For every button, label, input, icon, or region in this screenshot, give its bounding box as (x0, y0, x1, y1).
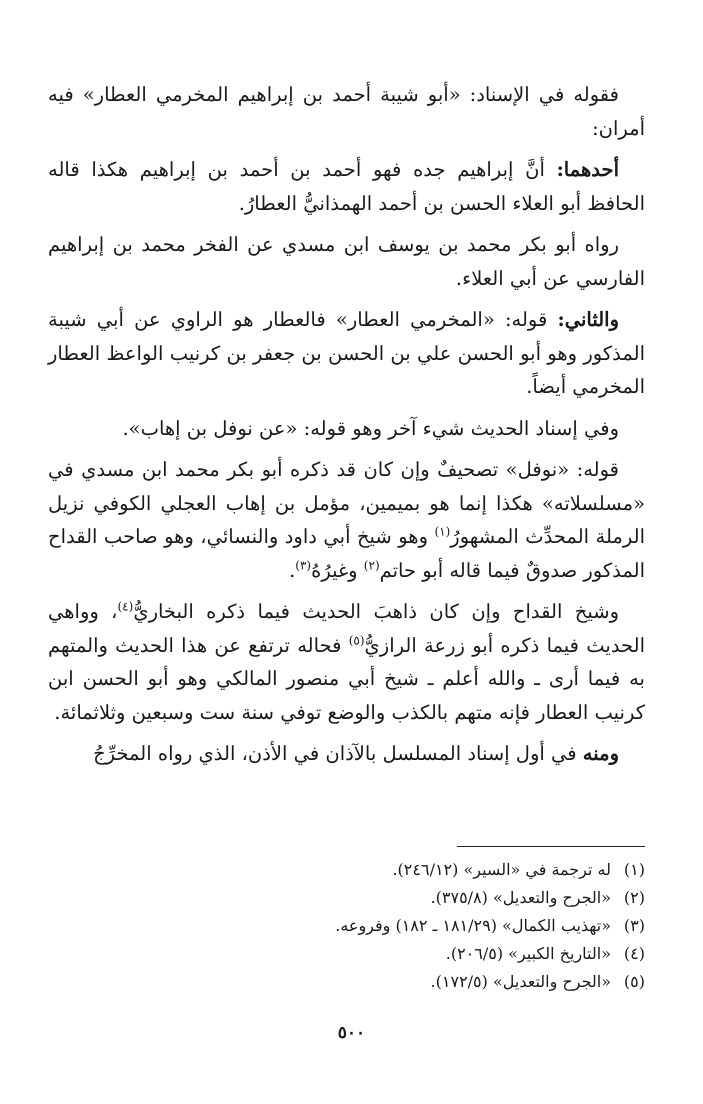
paragraph-text: وفي إسناد الحديث شيء آخر وهو قوله: «عن نوفل بن إهاب». (122, 416, 619, 440)
paragraph-text: أنَّ إبراهيم جده فهو أحمد بن أحمد بن إبراهيم هكذا قاله الحافظ أبو العلاء الحسن بن أحمد الهمذانيُّ العطارُ. (48, 158, 645, 215)
paragraph-1 (48, 78, 645, 145)
paragraph-text: في أول إسناد المسلسل بالآذان في الأذن، الذي رواه المخرِّجُ (93, 742, 583, 765)
footnote-4 (48, 940, 645, 968)
paragraph-text: قوله: «المخرمي العطار» فالعطار هو الراوي عن أبي شيبة المذكور وهو أبو الحسن علي بن الحسن بن جعفر بن كرنيب الواعظ العطار المخرمي أيضاً. (48, 308, 645, 398)
paragraph-5 (48, 412, 645, 446)
paragraph-text: رواه أبو بكر محمد بن يوسف ابن مسدي عن الفخر محمد بن إبراهيم الفارسي عن أبي العلاء. (48, 233, 645, 290)
paragraph-4 (48, 303, 645, 404)
paragraph-8 (48, 737, 645, 771)
paragraph-text: فقوله في الإسناد: «أبو شيبة أحمد بن إبراهيم المخرمي العطار» فيه أمران: (48, 83, 645, 140)
paragraph-lead: والثاني: (557, 308, 620, 331)
page-number: ٥٠٠ (337, 1023, 366, 1043)
paragraph-lead: ومنه (582, 742, 619, 765)
footnote-1 (48, 856, 645, 884)
footnote-5 (48, 968, 645, 996)
footnote-ref-2[interactable]: (٢) (363, 558, 380, 572)
footnote-text: «تهذيب الكمال» (١٨١/٢٩ ـ ١٨٢) وفروعه. (335, 916, 611, 935)
footnote-3 (48, 912, 645, 940)
paragraph-lead: أحدهما: (556, 158, 619, 181)
footnote-text: له ترجمة في «السير» (٢٤٦/١٢). (392, 860, 611, 879)
footnote-ref-5[interactable]: (٥) (348, 633, 365, 647)
paragraph-6 (48, 453, 645, 587)
paragraph-7 (48, 595, 645, 729)
footnote-number: (٢) (623, 888, 645, 907)
paragraph-2 (48, 153, 645, 220)
paragraph-text: فحاله ترتفع عن هذا الحديث والمتهم به فيما أرى ـ والله أعلم ـ شيخ أبي منصور المالكي وهو أبو الحسن ابن كرنيب العطار فإنه متهم بالكذب والوضع توفي سنة ست وسبعين وثلاثمائة. (48, 633, 645, 724)
footnotes (48, 856, 645, 996)
paragraph-text: وغيرُهُ (311, 558, 364, 582)
footnote-number: (١) (623, 860, 645, 879)
footnote-text: «التاريخ الكبير» (٢٠٦/٥). (445, 944, 611, 963)
footnote-2 (48, 884, 645, 912)
footnote-text: «الجرح والتعديل» (١٧٢/٥). (430, 972, 611, 991)
footnote-number: (٥) (623, 972, 645, 991)
footnote-number: (٤) (623, 944, 645, 963)
footnote-divider (457, 846, 645, 847)
main-text (48, 78, 645, 779)
paragraph-text: . (289, 558, 296, 582)
footnote-text: «الجرح والتعديل» (٣٧٥/٨). (430, 888, 611, 907)
footnote-number: (٣) (623, 916, 645, 935)
paragraph-text: قوله: «نوفل» تصحيفٌ وإن كان قد ذكره أبو بكر محمد ابن مسدي في «مسلسلاته» هكذا إنما هو بميمين، مؤمل بن إهاب العجلي الكوفي نزيل الرملة المحدِّث المشهورُ (48, 458, 645, 548)
footnote-ref-4[interactable]: (٤) (117, 599, 134, 614)
footnote-ref-1[interactable]: (١) (434, 524, 451, 539)
paragraph-text: وشيخ القداح وإن كان ذاهبَ الحديث فيما ذكره البخاريُّ (133, 600, 619, 623)
paragraph-text: ، وواهي الحديث فيما ذكره أبو زرعة الرازيُّ (48, 600, 646, 657)
paragraph-3 (48, 228, 645, 295)
paragraph-text: وهو شيخ أبي داود والنسائي، وهو صاحب القداح المذكور صدوقٌ فيما قاله أبو حاتم (48, 525, 645, 582)
footnote-ref-3[interactable]: (٣) (295, 558, 312, 572)
